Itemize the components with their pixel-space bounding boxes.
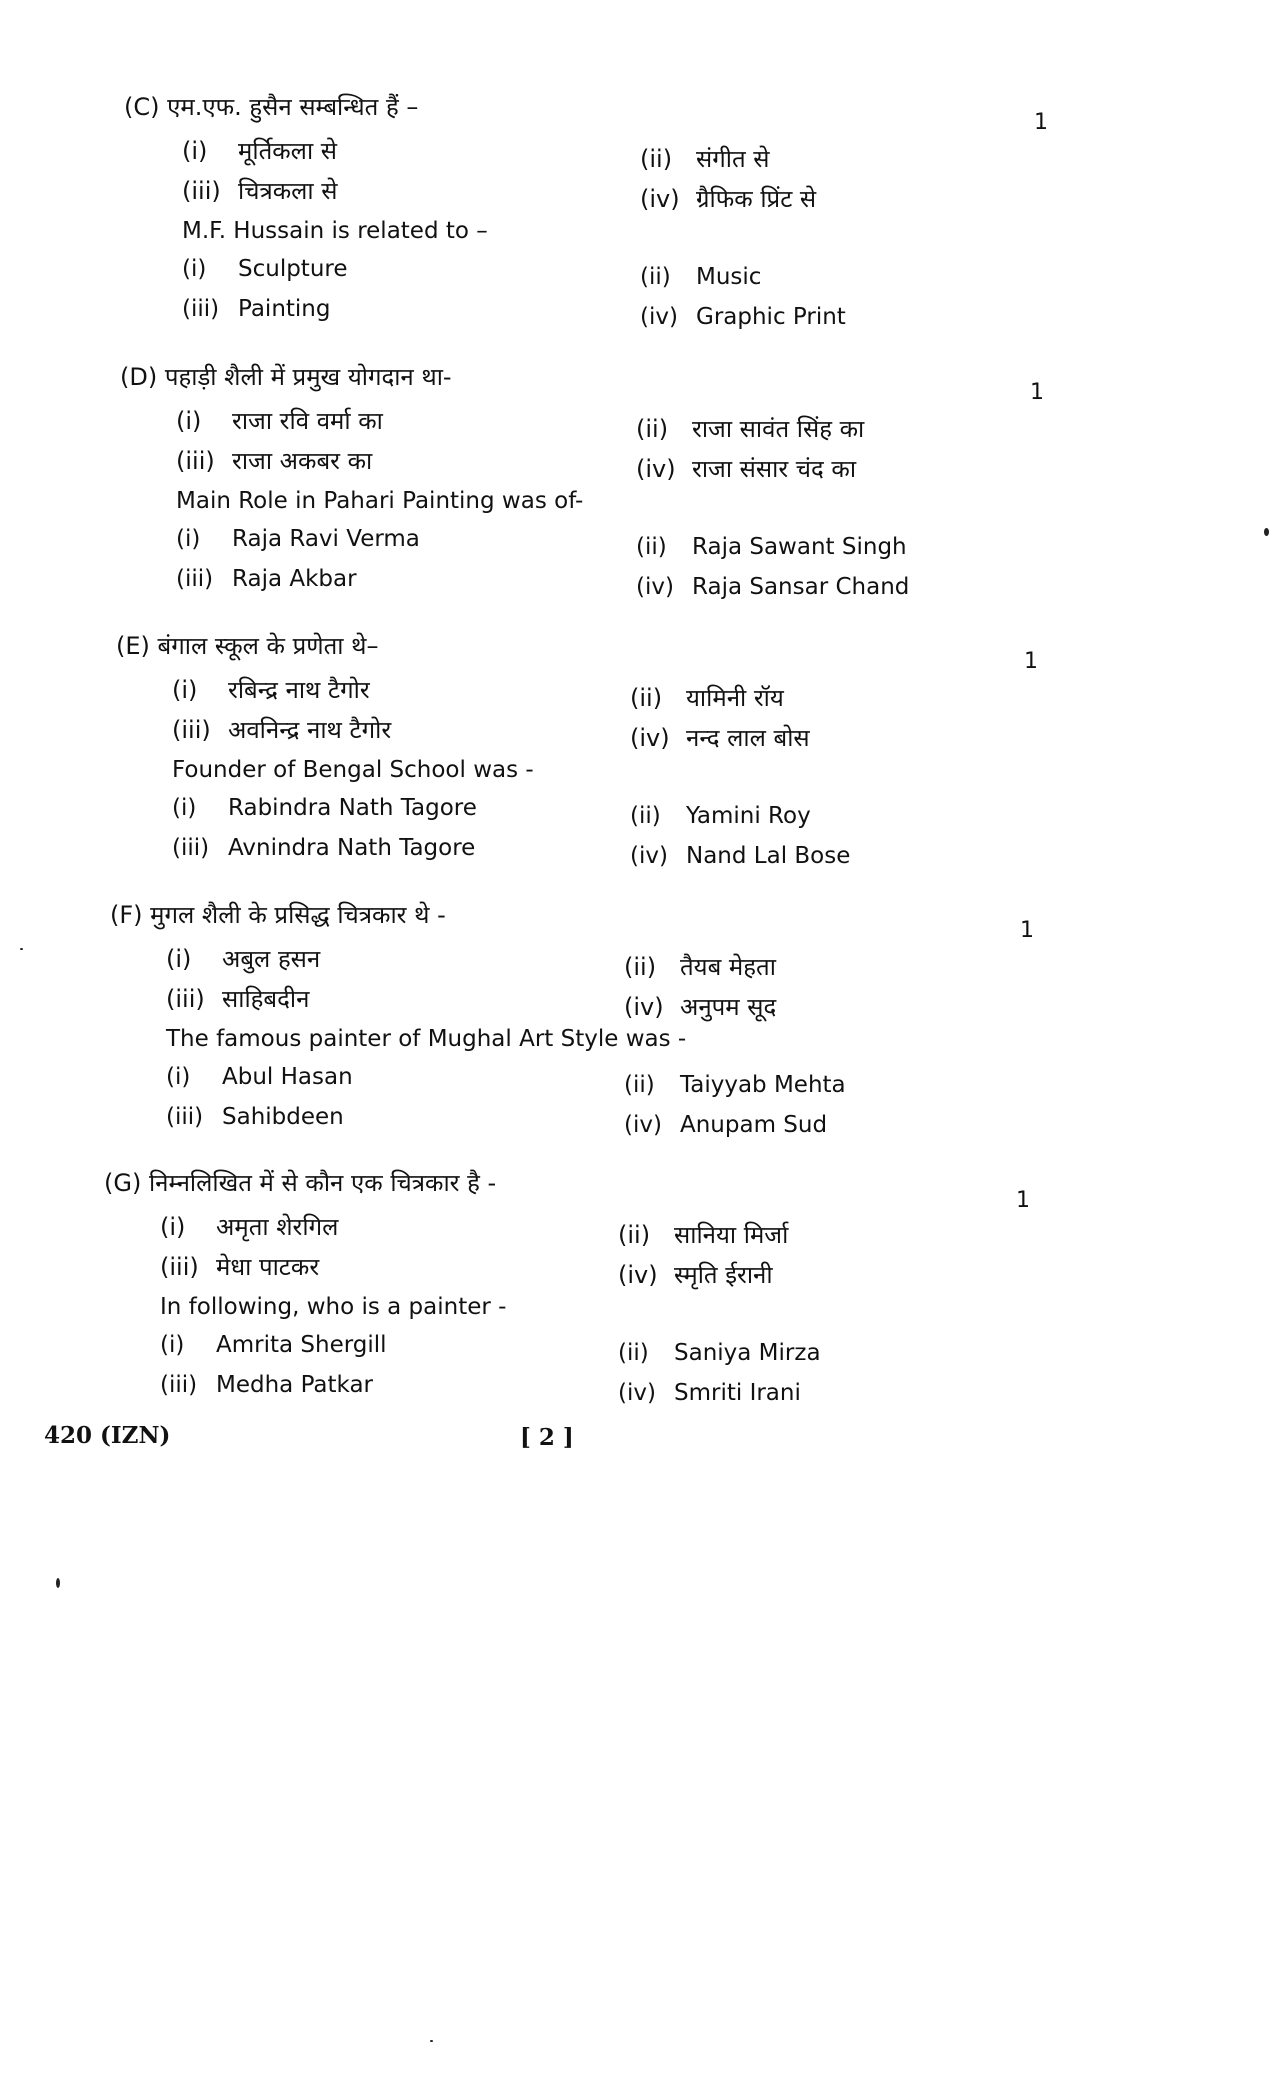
question-c-stem-hi: (C) एम.एफ. हुसैन सम्बन्धित हैं – — [124, 93, 419, 121]
question-f-marks: 1 — [1020, 918, 1034, 943]
question-e-option-hi-1: (i) रबिन्द्र नाथ टैगोर — [172, 676, 370, 704]
question-f-option-en-4: (iv) Anupam Sud — [624, 1112, 828, 1138]
question-e-option-hi-3: (iii) अवनिन्द्र नाथ टैगोर — [172, 716, 392, 744]
question-g-marks: 1 — [1016, 1188, 1030, 1213]
question-g-option-hi-2: (ii) सानिया मिर्जा — [618, 1221, 789, 1249]
question-e-stem-en: Founder of Bengal School was - — [172, 757, 534, 783]
question-c-option-en-3: (iii) Painting — [182, 296, 331, 322]
question-e-option-en-1: (i) Rabindra Nath Tagore — [172, 795, 477, 821]
question-f-option-en-1: (i) Abul Hasan — [166, 1064, 353, 1090]
question-e-option-en-2: (ii) Yamini Roy — [630, 803, 811, 829]
question-d-option-en-2: (ii) Raja Sawant Singh — [636, 534, 907, 560]
question-e-option-hi-2: (ii) यामिनी रॉय — [630, 684, 784, 712]
question-g-option-hi-4: (iv) स्मृति ईरानी — [618, 1261, 773, 1289]
question-g-option-en-1: (i) Amrita Shergill — [160, 1332, 387, 1358]
question-f — [0, 896, 1273, 1156]
question-e-option-hi-4: (iv) नन्द लाल बोस — [630, 724, 810, 752]
question-f-option-hi-2: (ii) तैयब मेहता — [624, 953, 776, 981]
question-c-option-en-4: (iv) Graphic Print — [640, 304, 846, 330]
scan-speck — [20, 948, 23, 950]
question-f-option-hi-4: (iv) अनुपम सूद — [624, 993, 777, 1021]
scan-speck — [1264, 528, 1269, 536]
question-c-option-hi-2: (ii) संगीत से — [640, 145, 770, 173]
question-d-marks: 1 — [1030, 380, 1044, 405]
question-e-marks: 1 — [1024, 649, 1038, 674]
question-g-option-hi-3: (iii) मेधा पाटकर — [160, 1253, 320, 1281]
question-f-option-hi-3: (iii) साहिबदीन — [166, 985, 310, 1013]
question-d-option-hi-2: (ii) राजा सावंत सिंह का — [636, 415, 865, 443]
scan-speck — [430, 2040, 433, 2042]
question-c-stem-en: M.F. Hussain is related to – — [182, 218, 488, 244]
question-f-stem-en: The famous painter of Mughal Art Style was - — [166, 1026, 687, 1052]
question-g-stem-hi: (G) निम्नलिखित में से कौन एक चित्रकार है - — [104, 1169, 497, 1197]
question-d-option-hi-1: (i) राजा रवि वर्मा का — [176, 407, 383, 435]
question-e — [0, 627, 1273, 887]
question-g-option-en-4: (iv) Smriti Irani — [618, 1380, 801, 1406]
paper-code: 420 (IZN) — [44, 1422, 171, 1449]
question-d-option-en-4: (iv) Raja Sansar Chand — [636, 574, 910, 600]
question-c-option-en-2: (ii) Music — [640, 264, 762, 290]
question-d-stem-en: Main Role in Pahari Painting was of- — [176, 488, 584, 514]
question-f-option-en-3: (iii) Sahibdeen — [166, 1104, 344, 1130]
question-d-option-en-1: (i) Raja Ravi Verma — [176, 526, 420, 552]
question-d — [0, 358, 1273, 618]
question-d-stem-hi: (D) पहाड़ी शैली में प्रमुख योगदान था- — [120, 363, 452, 391]
question-f-option-en-2: (ii) Taiyyab Mehta — [624, 1072, 846, 1098]
question-c-option-hi-1: (i) मूर्तिकला से — [182, 137, 338, 165]
question-g — [0, 1164, 1273, 1424]
question-c-option-hi-3: (iii) चित्रकला से — [182, 177, 338, 205]
scan-speck — [56, 1578, 60, 1588]
question-g-stem-en: In following, who is a painter - — [160, 1294, 507, 1320]
question-f-stem-hi: (F) मुगल शैली के प्रसिद्ध चित्रकार थे - — [110, 901, 446, 929]
question-d-option-hi-3: (iii) राजा अकबर का — [176, 447, 373, 475]
question-c-option-en-1: (i) Sculpture — [182, 256, 348, 282]
question-d-option-hi-4: (iv) राजा संसार चंद का — [636, 455, 857, 483]
question-c-option-hi-4: (iv) ग्रैफिक प्रिंट से — [640, 185, 817, 213]
question-e-option-en-3: (iii) Avnindra Nath Tagore — [172, 835, 476, 861]
question-d-option-en-3: (iii) Raja Akbar — [176, 566, 357, 592]
question-g-option-en-2: (ii) Saniya Mirza — [618, 1340, 821, 1366]
question-c-marks: 1 — [1034, 110, 1048, 135]
question-g-option-hi-1: (i) अमृता शेरगिल — [160, 1213, 339, 1241]
page-number: [ 2 ] — [520, 1424, 574, 1451]
question-e-option-en-4: (iv) Nand Lal Bose — [630, 843, 851, 869]
question-f-option-hi-1: (i) अबुल हसन — [166, 945, 321, 973]
question-g-option-en-3: (iii) Medha Patkar — [160, 1372, 373, 1398]
question-e-stem-hi: (E) बंगाल स्कूल के प्रणेता थे– — [116, 632, 379, 660]
question-c — [0, 88, 1273, 348]
